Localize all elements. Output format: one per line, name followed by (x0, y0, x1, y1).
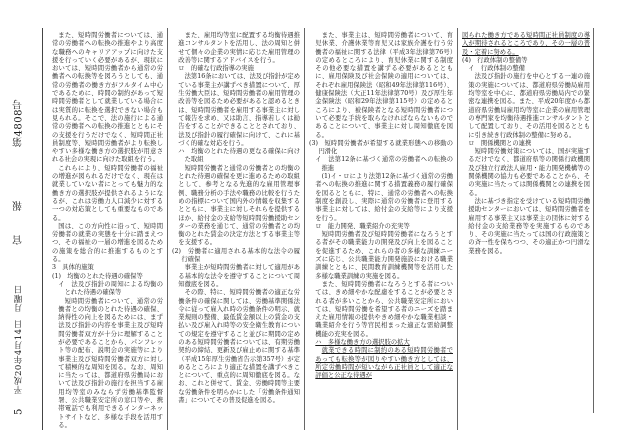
paragraph: また、短時間労働者になろうとする者については、きめ細やかな配慮をすることが必要とされる者が多いことから、公共職業安定所においては、短時間労働を希望する者のニーズを踏まえた雇用情報の提供やきめ細やかな職業相談・職業紹介を行う等官民相まった適正な需給調整機能の充実を図る。 (315, 280, 453, 338)
paragraph: 短時間労働者について、通常の労働者との均衡のとれた待遇の確保、納得性の向上を図るためには、まず法及び指針の内容を事業主及び短時間労働者双方が十分に理解することが必要であることから、パンフレット等の配布、説明会の実施等により事業主及び短時間労働者双方に対して積極的な周知を図る。なお、周知に当たっては、都道府県労働局において法及び指針の施行を担当する雇用均等室のみならず労働基準監督署、公共職業安定所の窓口等や、携帯電話でも利用できるインターネットサイトなど、多様な手段を活用する。 (58, 297, 163, 429)
text-column-3 (309, 32, 453, 380)
section-heading: ロ 的確な行政指導の実施 (178, 65, 254, 73)
paragraph: これらにより、短時間労働者の福祉の増進が図られるだけでなく、現在は就業していない者にとっても魅力的な働き方の選択肢が提供されるようになるが、これは労働力人口減少に対する一つの対応策としても重要なものである。 (52, 164, 163, 222)
section-heading: ハ 均衡のとれた待遇の更なる確保に向けた取組 (178, 148, 300, 164)
paragraph: 法第16条においては、法及び指針が定めている事業主が講ずべき措置について、厚生労働大臣は、短時間労働者の雇用管理の改善等を図るため必要があると認めるときは、短時間労働者を雇用する事業主に対して報告を求め、又は助言、指導若しくは勧告をすることができることとされており、法及び指針の履行確保に向けて、これに基づく的確な対応を行う。 (178, 73, 300, 147)
paragraph: 短時間労働対策については、国が実施するだけでなく、都道府県等の関係行政機関及び独立行政法人雇用・能力開発機構等の関係機関の協力も必要であることから、その実施に当たっては関係機関との連携を図る。 (468, 148, 590, 197)
section-heading: イ 法第12条に基づく通常の労働者への転換の推進 (315, 156, 453, 172)
section-heading: (3) 短時間労働者が希望する就業形態への移動の円滑化 (309, 139, 453, 156)
text-column-2 (172, 32, 300, 405)
column-divider (593, 28, 594, 413)
issue-weekday: 月曜日 (14, 284, 24, 312)
section-heading: イ 行政体制の整備 (468, 65, 525, 73)
text-column-4 (462, 32, 590, 256)
column-divider (167, 28, 168, 430)
paragraph: また、短時間労働者については、通常の労働者への転換の推進やより高度な職務へのキャリアアップに向けた支援を行っていく必要があるが、現状においては、短時間労働者から通常の労働者への転換等を図ろうとしても、通常の労働者の働き方がフルタイム中心であるために、時間の制約があって短時間労働者として就業している場合には実質的に転換を選択できない場合も見られる。そこで、法の施行による通常の労働者への転換の推進とともにその支援を行うだけでなく、短時間正社員制度等、短時間労働者がより転換しやすい多様な働き方の選択肢が用意される社会の実現に向けた取組を行う。 (52, 32, 163, 164)
section-heading: (2) 労働者に適用される基本的な法令の履行確保 (172, 247, 300, 264)
paragraph: 就業できる時間に制約のある短時間労働者であっても転換等が図りやすい働き方としては、所定労働時間が短いながら正社員として適正な評価と公正な待遇が (315, 347, 453, 380)
issue-number: 第4808号 (13, 98, 25, 147)
section-heading: (1) 均衡のとれた待遇の確保等 (52, 272, 143, 280)
paragraph: 法及び指針の施行を中心とする一連の施策の実施については、都道府県労働局雇用均等室を中心に、都道府県労働局内での緊密な連携を図る。また、平成20年度から都道府県労働局雇用均等室に企業の雇用管理の専門家を均衡待遇推進コンサルタントとして配置しており、その活用を図るとともに引き続き行政体制の整備に努める。 (468, 73, 590, 139)
paragraph: 国は、この方向性に沿って、短時間労働者の就業の実態を十分に踏まえつつ、その福祉の一層の増進を図るための施策を総合的に推進するものとする。 (52, 222, 163, 264)
paragraph: また、雇用均等室に配置する均衡待遇推進コンサルタントを活用し、法の周知と併せて個々の企業の実情に応じた雇用管理の改善等に関するアドバイスを行う。 (178, 32, 300, 64)
paragraph: 短時間労働者と通常の労働者との均衡のとれた待遇の確保を更に進めるための取組として、参考となる先進的な雇用管理事例、職務分析の手法や職務の比較を行うための指標について国内外の情報を収集するとともに、事業主に対しそれらを提供するほか、給付金の支給等短時間労働援助センターの業務を通じて、通常の労働者との均衡のとれた賃金の決定方法とする事業主等を支援する。 (178, 164, 300, 247)
paragraph: その際、特に、短時間労働者の適正な労働条件の確保に関しては、労働基準関係法令に従って雇入れ時の労働条件の明示、就業規則の整備、最低賃金額以上の賃金の支払い及び雇入れ時等の安全衛生教育についての規定を遵守すること並びに期間の定めのある短時間労働者については、有期労働契約の締結、更新及び雇止めに関する基準（平成15年厚生労働省告示第357号）が定めるところにより適正な措置を講ずべきことについて、重点的に周知徹底を図る。なお、これと併せて、賃金、労働時間等主要な労働条件を明らかにした「労働条件通知書」についてその普及促進を図る。 (178, 289, 300, 405)
section-heading: 3 具体的施策 (52, 264, 94, 272)
paragraph: 短時間労働者及び短時間労働者になろうとする者がその職業能力の開発及び向上を図ることを促進するため、これらの者の多様な訓練ニーズに応じ、公共職業能力開発施設における職業訓練とともに、民間教育訓練機関等を活用した多様な職業訓練の実施を図る。 (315, 231, 453, 280)
gazette-title: 官報 (13, 176, 25, 245)
text-column-1 (52, 32, 163, 430)
section-heading: (4) 行政体制の整備等 (462, 56, 528, 64)
paragraph: 事業主が短時間労働者に対して適用がある基本的な法令を遵守することについて周知徹底を図る。 (178, 264, 300, 288)
paragraph: 図られた働き方である短時間正社員制度の導入が期待されるところであり、その一層の普及・定着に努める。 (462, 32, 590, 56)
page-number: 5 (13, 408, 25, 415)
section-heading: イ 法及び指針の周知による均衡のとれた待遇の確保等 (58, 280, 163, 297)
page-margin-header (8, 60, 30, 415)
margin-divider (42, 28, 43, 430)
paragraph: (1)イ・ロにより法第12条に基づく通常の労働者への転換の推進に関する措置義務の履行確保を図るとともに、特に、通常の労働者への転換制度を創設し、実際に通常の労働者に登用する事業主に対しては、給付金の支給等により支援を行う。 (315, 173, 453, 222)
paragraph: また、事業主は、短時間労働者について、育児休業、介護休業等育児又は家族介護を行う労働者の福祉に関する法律（平成3年法律第76号）の定めるところにより、育児休業に関する制度その他必要な措置を講ずる必要があるとともに、雇用保険及び社会保険の適用については、それぞれ雇用保険法（昭和49年法律第116号）、健康保険法（大正11年法律第70号）及び厚生年金保険法（昭和29年法律第115号）の定めるところにより、被保険者となる短時間労働者について必要な手続を取らなければならないものであることについて、事業主に対し周知徹底を図る。 (315, 32, 453, 139)
column-divider (457, 28, 458, 430)
paragraph: 法に基づき指定を受けている短時間労働援助センターにおいては、短時間労働者を雇用する事業主又は事業主の団体に対する給付金の支給業務等を実施するものであり、その実施に当たっては国の行政施策との斉一性を保ちつつ、その適正かつ円滑な業務を図る。 (468, 197, 590, 255)
section-heading: ロ 能力開発、職業紹介の充実等 (315, 222, 410, 230)
section-heading: ハ 多様な働き方の選択肢の拡大 (315, 338, 410, 346)
issue-date: 平成20年4月14日 (14, 319, 24, 395)
column-divider (304, 28, 305, 430)
section-heading: ロ 関係機関との連携 (468, 139, 532, 147)
